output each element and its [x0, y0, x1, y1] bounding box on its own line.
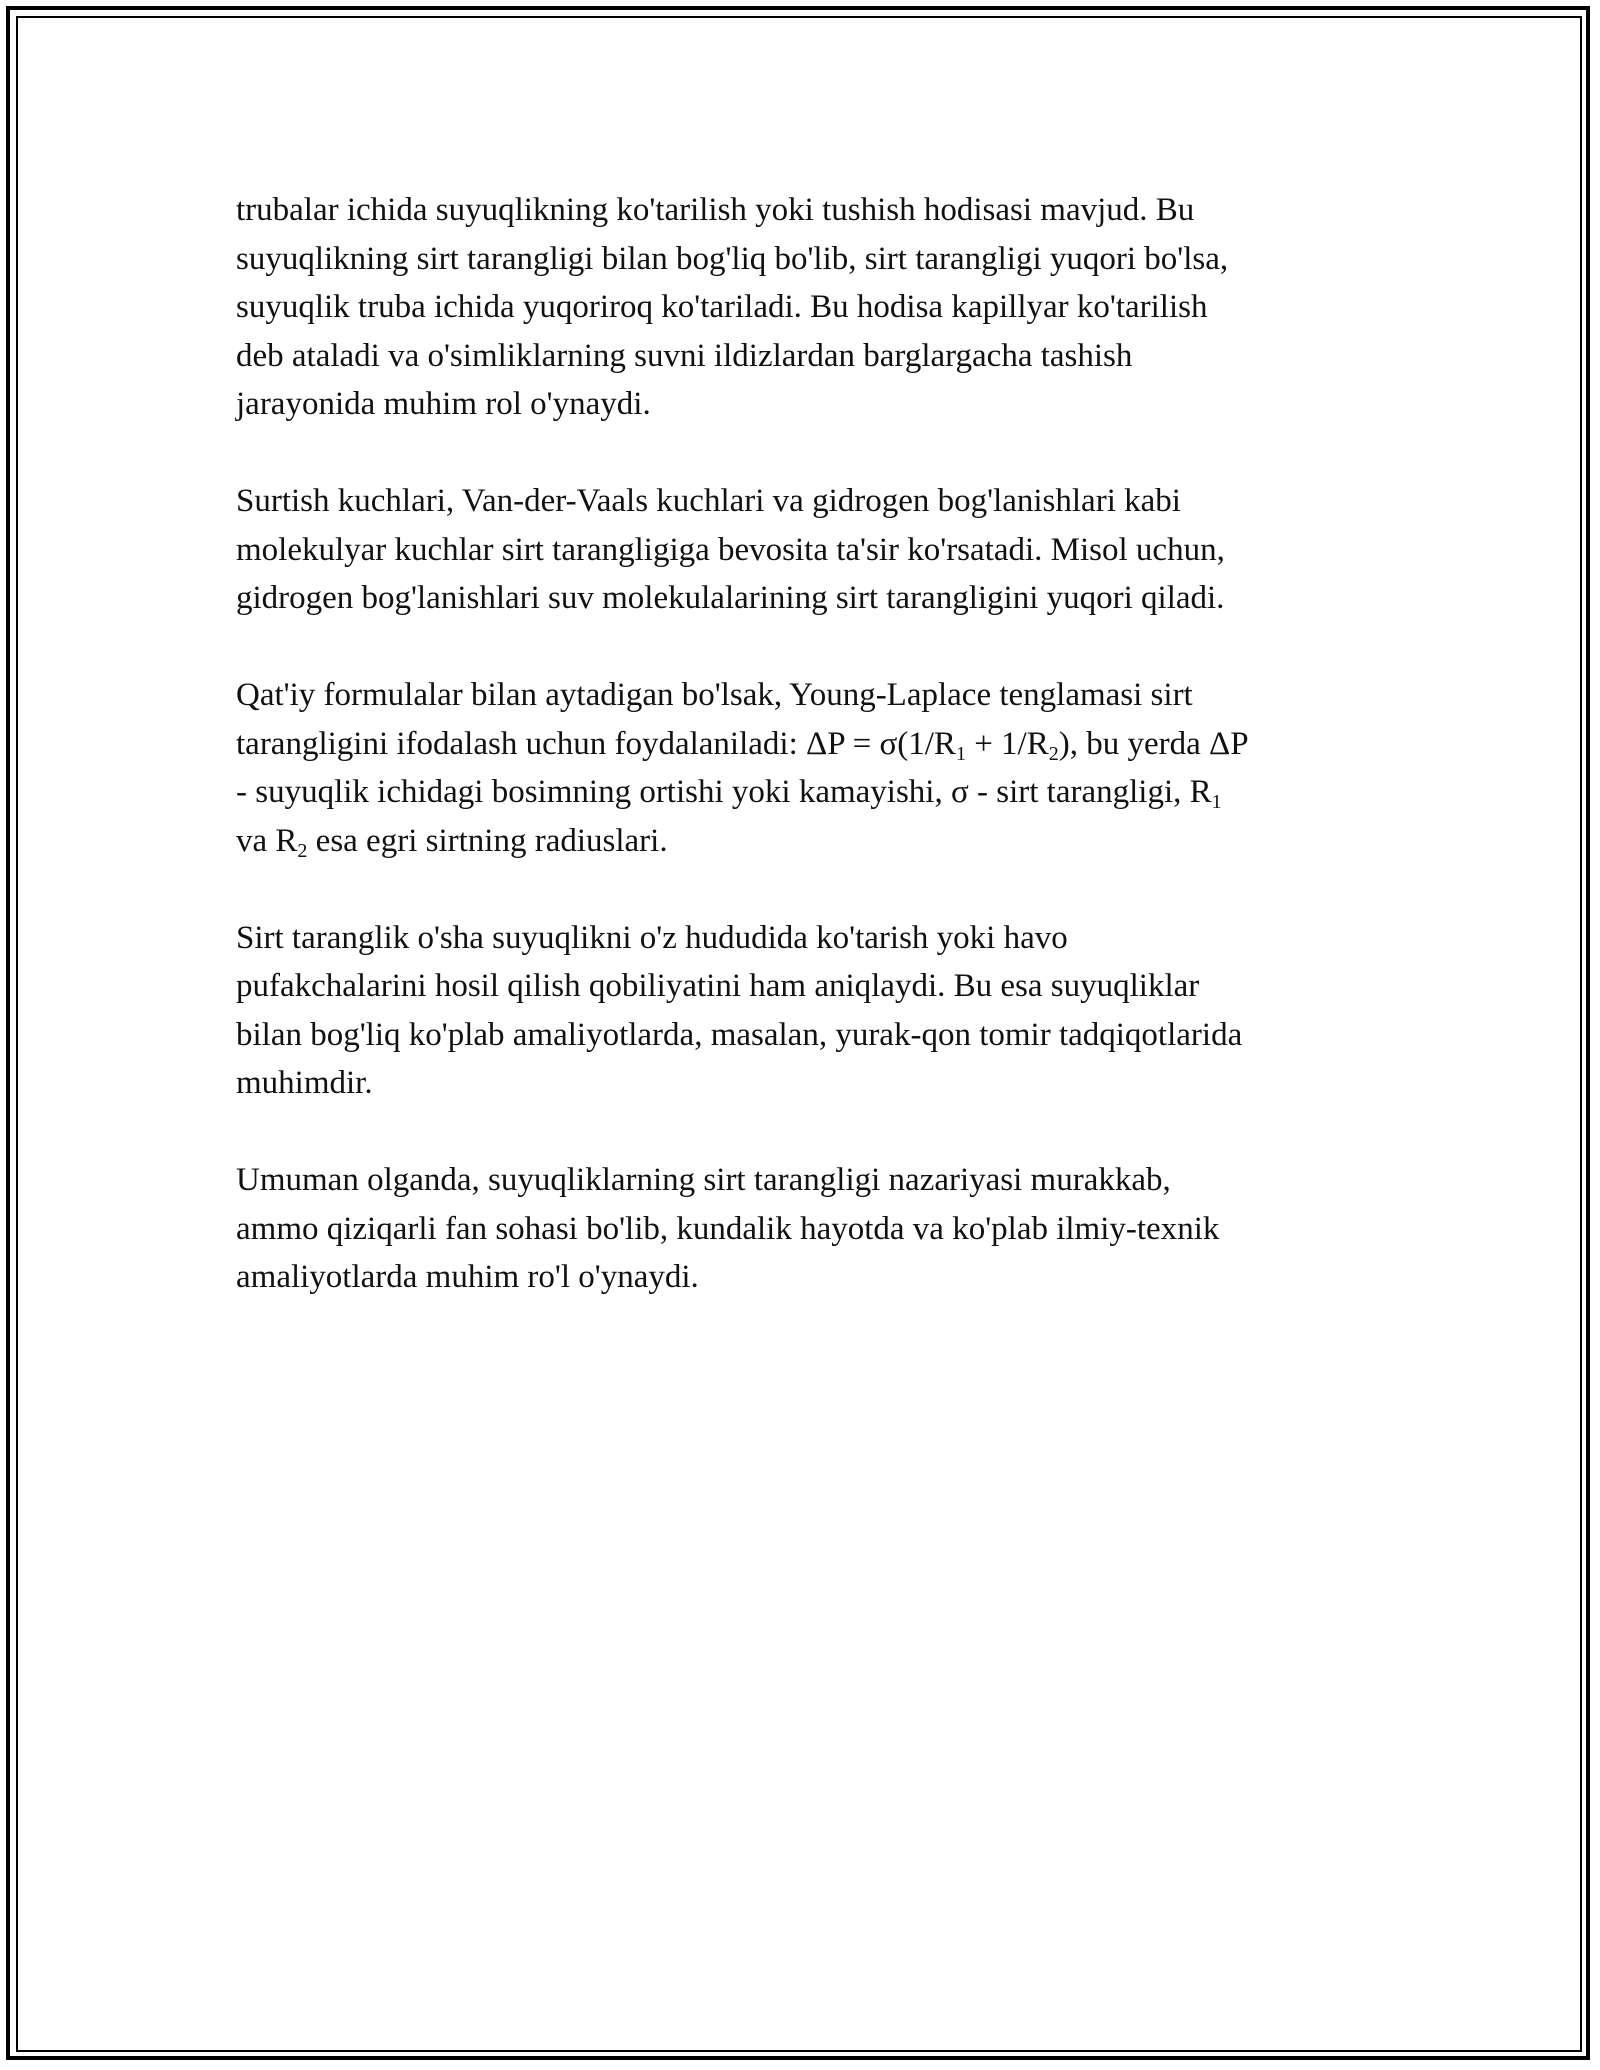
- paragraph-capillary-rise: trubalar ichida suyuqlikning ko'tarilish yoki tushish hodisasi mavjud. Bu suyuqlikning sirt tarangligi bilan bog'liq bo'lib, sirt tarangligi yuqori bo'lsa, suyuqlik truba ichida yuqoriroq ko'tariladi. Bu hodisa kapillyar ko'tarilish deb ataladi va o'simliklarning suvni ildizlardan barglargacha tashish jarayonida muhim rol o'ynaydi.: [236, 192, 1229, 422]
- formula-text-3: ), bu yerda ΔP - suyuqlik ichidagi bosimning ortishi yoki kamayishi, σ - sirt tarangligi, R: [236, 725, 1249, 810]
- formula-text-2: + 1/R: [965, 725, 1049, 762]
- formula-text-1: Qat'iy formulalar bilan aytadigan bo'lsak, Young-Laplace tenglamasi sirt tarangligini ifodalash uchun foydalaniladi: ΔP = σ(1/R: [236, 677, 1193, 762]
- paragraph-young-laplace: [236, 671, 1376, 865]
- subscript-r1-definition: 1: [1211, 791, 1222, 813]
- subscript-r2-definition: 2: [297, 839, 308, 862]
- paragraph-molecular-forces: Surtish kuchlari, Van-der-Vaals kuchlari va gidrogen bog'lanishlari kabi molekulyar kuchlar sirt tarangligiga bevosita ta'sir ko'rsatadi. Misol uchun, gidrogen bog'lanishlari suv molekulalarining sirt tarangligini yuqori qiladi.: [236, 483, 1225, 616]
- formula-text-4: va R: [236, 822, 298, 859]
- formula-text-5: esa egri sirtning radiuslari.: [307, 822, 668, 859]
- document-body: [236, 186, 1376, 1350]
- subscript-r1: 1: [955, 742, 966, 765]
- paragraph-conclusion: Umuman olganda, suyuqliklarning sirt tarangligi nazariyasi murakkab, ammo qiziqarli fan sohasi bo'lib, kundalik hayotda va ko'plab ilmiy-texnik amaliyotlarda muhim ro'l o'ynaydi.: [236, 1162, 1220, 1295]
- paragraph-bubble-formation: Sirt taranglik o'sha suyuqlikni o'z hududida ko'tarish yoki havo pufakchalarini hosil qilish qobiliyatini ham aniqlaydi. Bu esa suyuqliklar bilan bog'liq ko'plab amaliyotlarda, masalan, yurak-qon tomir tadqiqotlarida muhimdir.: [236, 919, 1243, 1101]
- subscript-r2: 2: [1048, 742, 1059, 765]
